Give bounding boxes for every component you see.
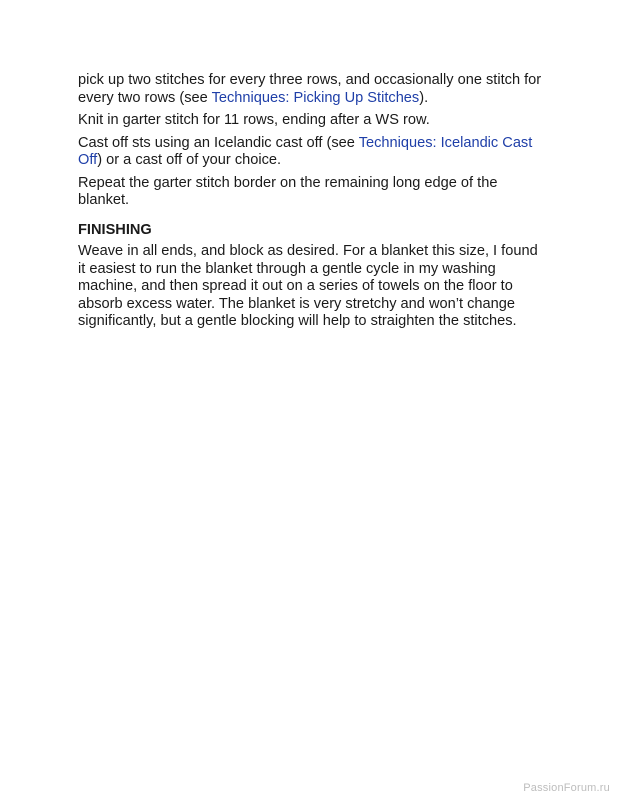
document-page [78, 72, 548, 336]
link-icelandic-cast-off[interactable]: Techniques: Icelandic Cast Off [78, 134, 533, 168]
watermark: PassionForum.ru [523, 782, 610, 794]
paragraph-cast-off [78, 135, 548, 170]
paragraph-text: ). [419, 89, 429, 106]
link-picking-up-stitches[interactable]: Techniques: Picking Up Stitches [211, 89, 420, 106]
paragraph-garter-rows: Knit in garter stitch for 11 rows, ending after a WS row. [78, 112, 430, 128]
paragraph-repeat-border: Repeat the garter stitch border on the remaining long edge of the blanket. [78, 174, 498, 208]
paragraph-text: pick up two stitches for every three rows, and occasionally one stitch for every two rows (see [78, 72, 542, 106]
section-heading-finishing: FINISHING [78, 221, 152, 238]
paragraph-finishing: Weave in all ends, and block as desired. For a blanket this size, I found it easiest to run the blanket through a gentle cycle in my washing machine, and then spread it out on a series of towels on the floor to absorb excess water. The blanket is very stretchy and won’t change significantly, but a gentle blocking will help to straighten the stitches. [78, 243, 538, 329]
paragraph-text: ) or a cast off of your choice. [97, 152, 282, 168]
paragraph-text: Cast off sts using an Icelandic cast off (see [78, 134, 359, 151]
paragraph-picking-up [78, 72, 548, 107]
